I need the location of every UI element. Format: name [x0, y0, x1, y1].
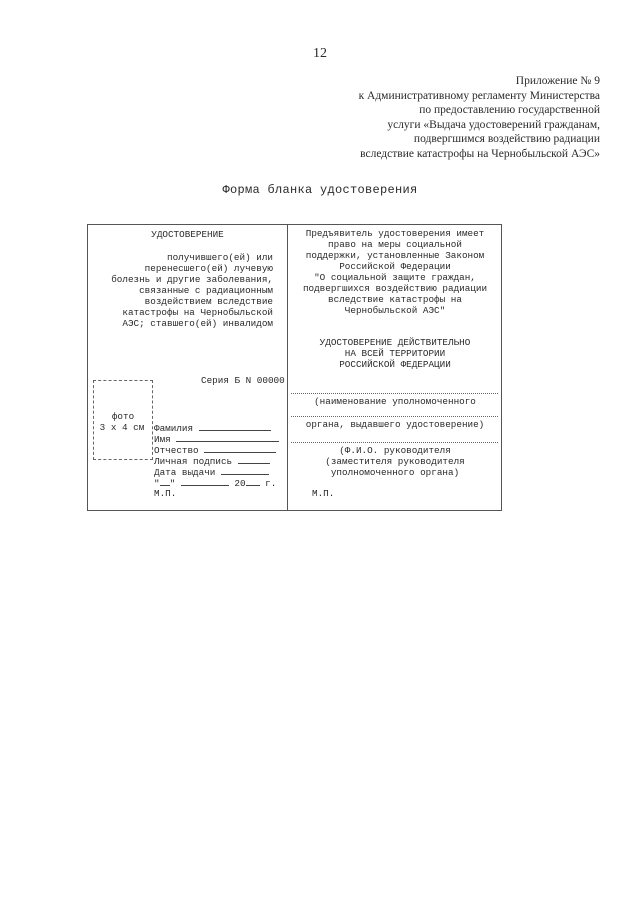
validity-line: НА ВСЕЙ ТЕРРИТОРИИ: [344, 348, 446, 359]
date-quote-open: ": [154, 478, 160, 489]
left-stamp: М.П.: [154, 488, 177, 499]
appendix-line: к Административному регламенту Министерства: [358, 89, 600, 102]
rights-line: подвергшихся воздействию радиации: [302, 283, 488, 294]
rights-line: Чернобыльской АЭС": [344, 305, 446, 316]
validity-line: УДОСТОВЕРЕНИЕ ДЕЙСТВИТЕЛЬНО: [319, 337, 471, 348]
form-title: Форма бланка удостоверения: [222, 183, 418, 197]
head-caption: (Ф.И.О. руководителя: [339, 445, 451, 456]
appendix-line: услуги «Выдача удостоверений гражданам,: [387, 118, 600, 131]
head-signature-line: [291, 442, 498, 443]
day-line: [160, 477, 170, 486]
description-line: катастрофы на Чернобыльской: [122, 307, 273, 318]
date-quote-close: ": [169, 478, 176, 489]
issuer-fill-line: [291, 393, 498, 394]
description-line: воздействием вследствие: [144, 296, 273, 307]
year-line: [246, 477, 260, 486]
issuer-fill-line: [291, 416, 498, 417]
description-line: перенесшего(ей) лучевую: [144, 263, 273, 274]
description-line: получившего(ей) или: [166, 252, 273, 263]
signature-line: [238, 455, 270, 464]
rights-line: право на меры социальной: [328, 239, 462, 250]
appendix-line: подвергшимся воздействию радиации: [413, 133, 600, 146]
patronymic-label: Отчество: [154, 445, 199, 456]
issue-date-line: [221, 466, 269, 475]
rights-line: поддержки, установленные Законом: [305, 250, 485, 261]
rights-line: "О социальной защите граждан,: [314, 272, 476, 283]
surname-line: [199, 422, 271, 431]
right-stamp: М.П.: [312, 488, 335, 499]
series-number: Серия Б N 00000: [201, 375, 285, 386]
patronymic-line: [204, 444, 276, 453]
photo-size: 3 х 4 см: [99, 422, 145, 433]
month-line: [181, 477, 229, 486]
signature-label: Личная подпись: [154, 456, 233, 467]
year-suffix: г.: [265, 478, 277, 489]
rights-line: Российской Федерации: [339, 261, 451, 272]
surname-label: Фамилия: [154, 423, 194, 434]
description-line: болезнь и другие заболевания,: [111, 274, 273, 285]
name-label: Имя: [154, 434, 171, 445]
name-line: [176, 433, 279, 442]
validity-line: РОССИЙСКОЙ ФЕДЕРАЦИИ: [339, 359, 451, 370]
issuer-caption: органа, выдавшего удостоверение): [305, 419, 485, 430]
issuer-caption: (наименование уполномоченного: [314, 396, 476, 407]
head-caption: (заместителя руководителя: [325, 456, 465, 467]
appendix-header: [260, 74, 600, 162]
head-caption: уполномоченного органа): [330, 467, 460, 478]
appendix-line: вследствие катастрофы на Чернобыльской АЭС»: [360, 147, 600, 160]
description-line: связанные с радиационным: [139, 285, 273, 296]
rights-line: Предъявитель удостоверения имеет: [305, 228, 485, 239]
page-number: 12: [313, 46, 327, 61]
issue-date-label: Дата выдачи: [154, 467, 216, 478]
rights-line: вследствие катастрофы на: [328, 294, 462, 305]
certificate-heading: УДОСТОВЕРЕНИЕ: [151, 229, 224, 240]
year-prefix: 20: [234, 478, 246, 489]
description-line: АЭС; ставшего(ей) инвалидом: [122, 318, 273, 329]
appendix-line: Приложение № 9: [515, 75, 600, 87]
photo-label: фото: [111, 411, 135, 422]
certificate-form: [87, 224, 502, 511]
appendix-line: по предоставлению государственной: [419, 104, 600, 117]
